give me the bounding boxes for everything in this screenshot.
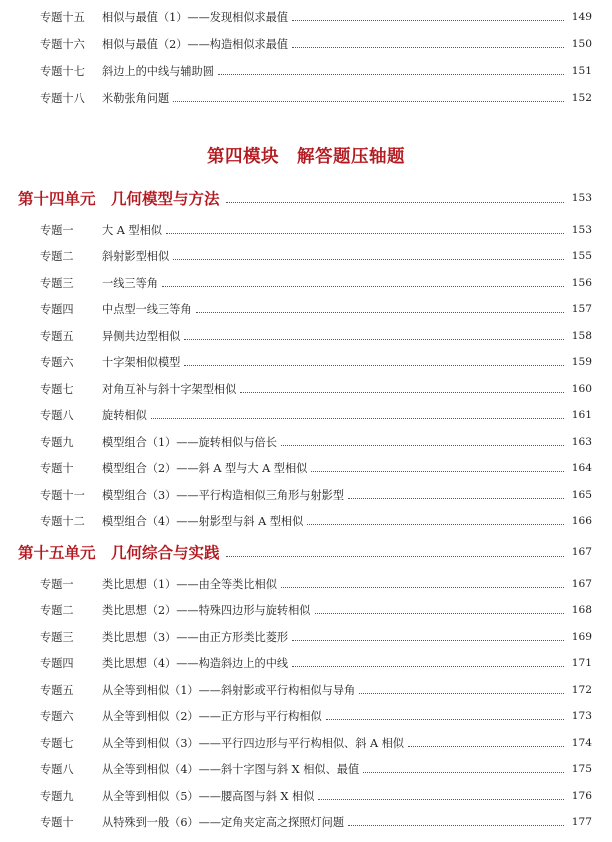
dot-leader: [359, 693, 564, 694]
toc-entry[interactable]: [40, 327, 592, 345]
toc-entry[interactable]: [40, 433, 592, 451]
toc-entry[interactable]: [40, 459, 592, 477]
entry-page: 172: [571, 684, 592, 696]
entry-label: 专题八: [40, 763, 74, 776]
dot-leader: [348, 825, 564, 826]
entry-label: 专题四: [40, 657, 74, 670]
entry-page: 155: [571, 250, 592, 262]
entry-title: 从全等到相似（2）——正方形与平行构相似: [102, 710, 322, 723]
entry-page: 174: [571, 737, 592, 749]
toc-entry[interactable]: [40, 734, 592, 752]
entry-page: 164: [571, 462, 592, 474]
toc-entry[interactable]: [40, 707, 592, 725]
entry-page: 157: [571, 303, 592, 315]
entry-page: 168: [571, 604, 592, 616]
toc-entry[interactable]: [40, 654, 592, 672]
entry-page: 163: [571, 436, 592, 448]
dot-leader: [184, 365, 564, 366]
unit-page: 153: [571, 192, 592, 204]
entry-label: 专题八: [40, 409, 74, 422]
toc-entry[interactable]: [40, 406, 592, 424]
toc-entry[interactable]: [40, 62, 592, 80]
entry-page: 165: [571, 489, 592, 501]
entry-label: 专题七: [40, 383, 74, 396]
dot-leader: [166, 233, 564, 234]
entry-page: 150: [571, 38, 592, 50]
entry-title: 对角互补与斜十字架型相似: [102, 383, 237, 396]
entry-page: 161: [571, 409, 592, 421]
toc-entry[interactable]: [40, 221, 592, 239]
entry-page: 152: [571, 92, 592, 104]
dot-leader: [184, 339, 564, 340]
entry-label: 专题九: [40, 436, 74, 449]
dot-leader: [196, 312, 564, 313]
toc-entry[interactable]: [40, 300, 592, 318]
entry-title: 从全等到相似（3）——平行四边形与平行构相似、斜 A 相似: [102, 737, 404, 750]
unit-heading[interactable]: [18, 540, 592, 564]
unit-title: 第十五单元 几何综合与实践: [18, 544, 220, 562]
dot-leader: [240, 392, 564, 393]
entry-label: 专题五: [40, 684, 74, 697]
entry-label: 专题四: [40, 303, 74, 316]
entry-label: 专题十一: [40, 489, 85, 502]
entry-label: 专题六: [40, 710, 74, 723]
dot-leader: [218, 74, 564, 75]
entry-page: 171: [571, 657, 592, 669]
entry-page: 166: [571, 515, 592, 527]
dot-leader: [326, 719, 564, 720]
dot-leader: [281, 587, 564, 588]
unit-page: 167: [571, 546, 592, 558]
entry-page: 156: [571, 277, 592, 289]
entry-label: 专题五: [40, 330, 74, 343]
dot-leader: [292, 640, 564, 641]
entry-page: 175: [571, 763, 592, 775]
entry-label: 专题六: [40, 356, 74, 369]
dot-leader: [281, 445, 564, 446]
entry-title: 类比思想（3）——由正方形类比菱形: [102, 631, 289, 644]
entry-label: 专题三: [40, 631, 74, 644]
entry-title: 从特殊到一般（6）——定角夹定高之探照灯问题: [102, 816, 345, 829]
entry-title: 类比思想（1）——由全等类比相似: [102, 578, 277, 591]
toc-entry[interactable]: [40, 787, 592, 805]
entry-page: 149: [571, 11, 592, 23]
entry-label: 专题二: [40, 604, 74, 617]
dot-leader: [307, 524, 564, 525]
entry-title: 相似与最值（1）——发现相似求最值: [102, 11, 289, 24]
entry-title: 模型组合（2）——斜 A 型与大 A 型相似: [102, 462, 308, 475]
unit-title: 第十四单元 几何模型与方法: [18, 190, 220, 208]
entry-title: 类比思想（4）——构造斜边上的中线: [102, 657, 289, 670]
toc-entry[interactable]: [40, 601, 592, 619]
entry-label: 专题十二: [40, 515, 85, 528]
toc-entry[interactable]: [40, 512, 592, 530]
entry-page: 176: [571, 790, 592, 802]
entry-title: 模型组合（4）——射影型与斜 A 型相似: [102, 515, 304, 528]
entry-title: 中点型一线三等角: [102, 303, 192, 316]
entry-page: 173: [571, 710, 592, 722]
entry-title: 斜边上的中线与辅助圆: [102, 65, 214, 78]
entry-title: 模型组合（1）——旋转相似与倍长: [102, 436, 277, 449]
entry-title: 米勒张角问题: [102, 92, 170, 105]
entry-label: 专题一: [40, 224, 74, 237]
entry-page: 160: [571, 383, 592, 395]
toc-entry[interactable]: [40, 8, 592, 26]
entry-label: 专题七: [40, 737, 74, 750]
entry-label: 专题十七: [40, 65, 85, 78]
entry-title: 十字架相似模型: [102, 356, 181, 369]
dot-leader: [162, 286, 564, 287]
dot-leader: [292, 666, 564, 667]
entry-label: 专题十: [40, 462, 74, 475]
dot-leader: [348, 498, 564, 499]
unit-heading[interactable]: [18, 186, 592, 210]
dot-leader: [226, 556, 564, 557]
entry-title: 模型组合（3）——平行构造相似三角形与射影型: [102, 489, 345, 502]
toc-entry[interactable]: [40, 813, 592, 831]
toc-entry[interactable]: [40, 247, 592, 265]
toc-entry[interactable]: [40, 760, 592, 778]
entry-title: 异侧共边型相似: [102, 330, 181, 343]
entry-label: 专题十: [40, 816, 74, 829]
dot-leader: [151, 418, 564, 419]
entry-label: 专题九: [40, 790, 74, 803]
entry-label: 专题一: [40, 578, 74, 591]
toc-entry[interactable]: [40, 575, 592, 593]
entry-title: 相似与最值（2）——构造相似求最值: [102, 38, 289, 51]
entry-title: 旋转相似: [102, 409, 147, 422]
module-heading: 第四模块 解答题压轴题: [207, 147, 405, 167]
dot-leader: [173, 259, 564, 260]
toc-entry[interactable]: [40, 628, 592, 646]
toc-entry[interactable]: [40, 681, 592, 699]
toc-entry[interactable]: [40, 380, 592, 398]
dot-leader: [408, 746, 564, 747]
entry-label: 专题十八: [40, 92, 85, 105]
entry-page: 159: [571, 356, 592, 368]
entry-title: 斜射影型相似: [102, 250, 170, 263]
toc-entry[interactable]: [40, 486, 592, 504]
toc-entry[interactable]: [40, 274, 592, 292]
dot-leader: [318, 799, 564, 800]
entry-page: 177: [571, 816, 592, 828]
entry-label: 专题二: [40, 250, 74, 263]
toc-entry[interactable]: [40, 89, 592, 107]
dot-leader: [311, 471, 564, 472]
entry-label: 专题三: [40, 277, 74, 290]
entry-page: 151: [571, 65, 592, 77]
entry-title: 从全等到相似（1）——斜射影或平行构相似与导角: [102, 684, 356, 697]
entry-page: 158: [571, 330, 592, 342]
dot-leader: [315, 613, 565, 614]
entry-page: 153: [571, 224, 592, 236]
entry-title: 类比思想（2）——特殊四边形与旋转相似: [102, 604, 311, 617]
entry-label: 专题十六: [40, 38, 85, 51]
entry-title: 从全等到相似（5）——腰高图与斜 X 相似: [102, 790, 315, 803]
toc-entry[interactable]: [40, 353, 592, 371]
dot-leader: [226, 202, 564, 203]
entry-page: 169: [571, 631, 592, 643]
dot-leader: [363, 772, 564, 773]
toc-entry[interactable]: [40, 35, 592, 53]
entry-label: 专题十五: [40, 11, 85, 24]
entry-title: 一线三等角: [102, 277, 158, 290]
entry-title: 从全等到相似（4）——斜十字图与斜 X 相似、最值: [102, 763, 360, 776]
entry-page: 167: [571, 578, 592, 590]
entry-title: 大 A 型相似: [102, 224, 162, 237]
dot-leader: [292, 20, 564, 21]
dot-leader: [173, 101, 564, 102]
dot-leader: [292, 47, 564, 48]
